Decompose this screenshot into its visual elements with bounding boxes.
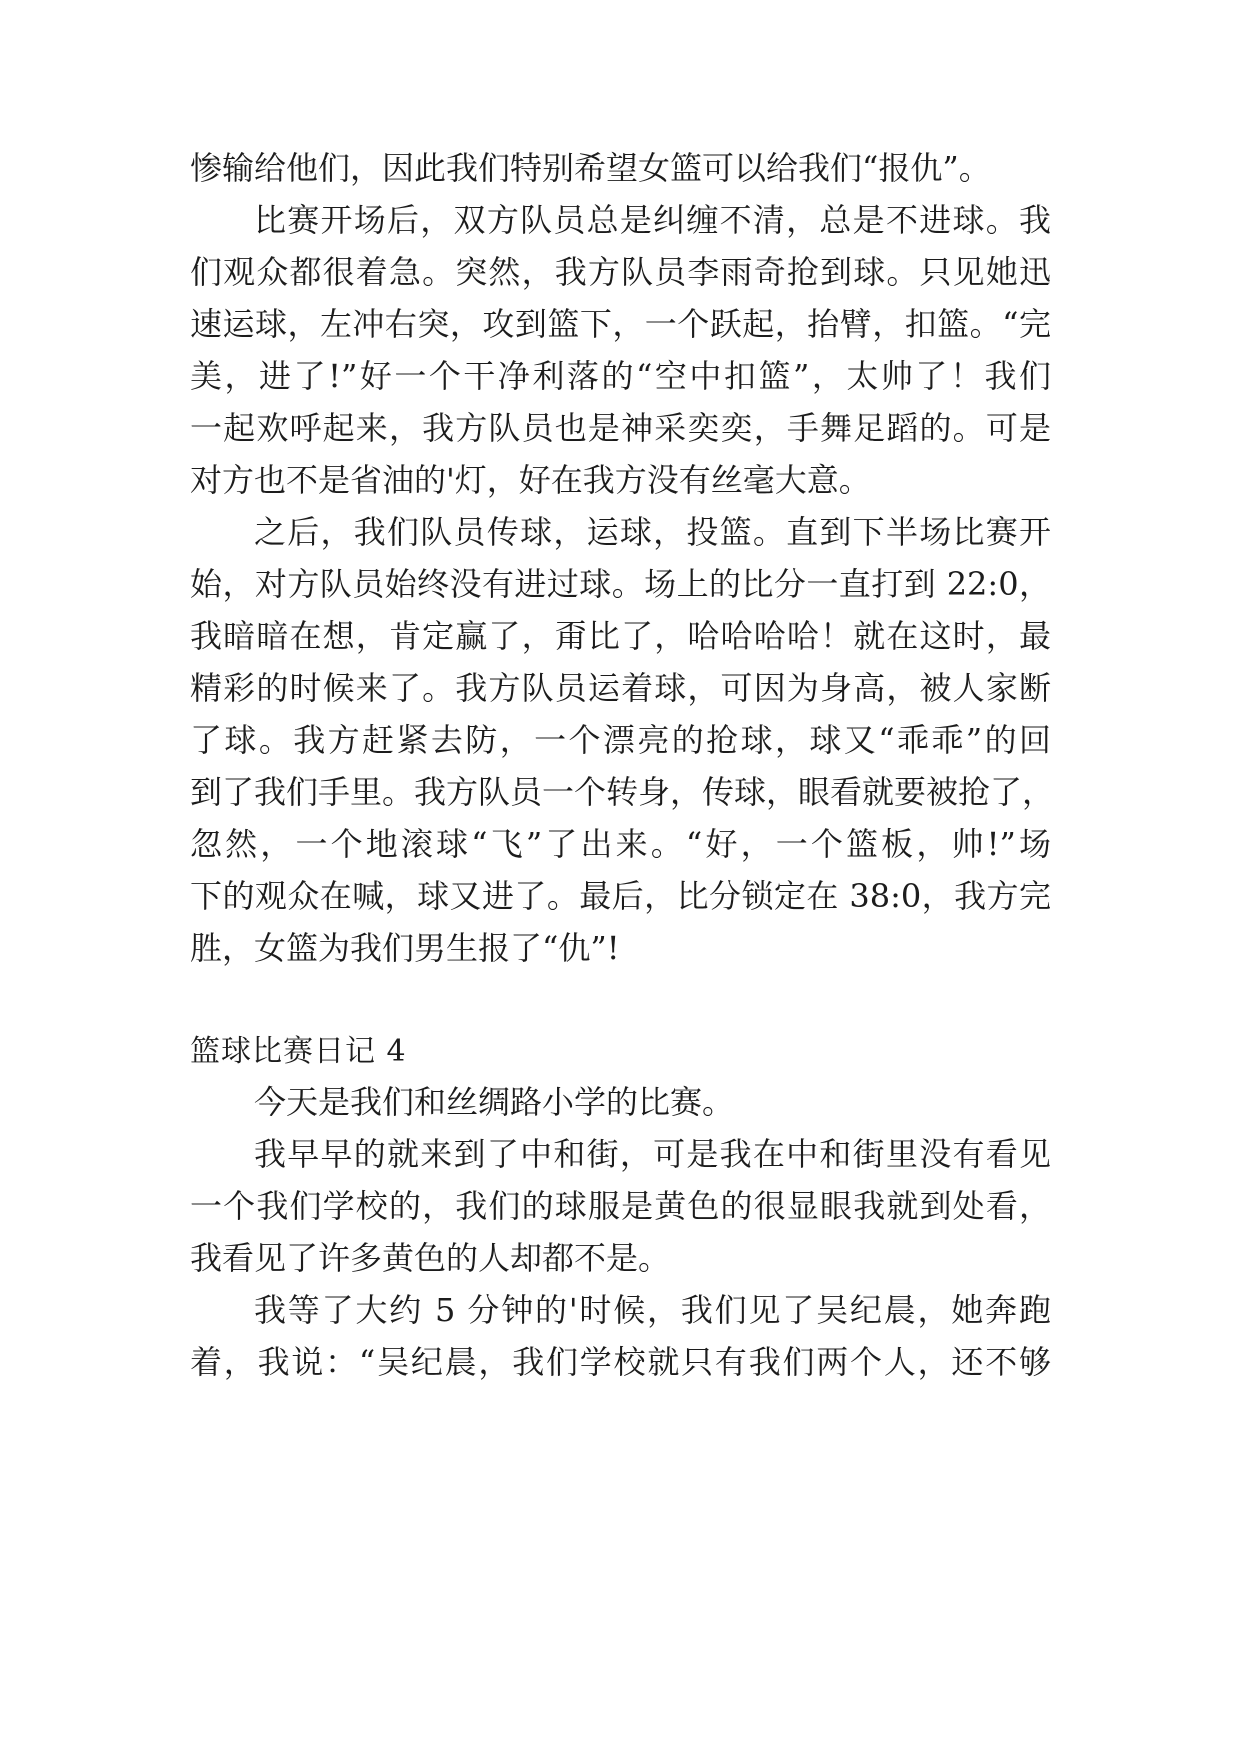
text-line: 惨输给他们，因此我们特别希望女篮可以给我们“报仇”。 [190,149,991,187]
text-line: 胜，女篮为我们男生报了“仇”! [190,929,620,967]
text-line: 一个我们学校的，我们的球服是黄色的很显眼我就到处看， [190,1187,1051,1225]
text-line: 我暗暗在想，肯定赢了，甭比了，哈哈哈哈！就在这时，最 [190,617,1051,655]
text-line: 一起欢呼起来，我方队员也是神采奕奕，手舞足蹈的。可是 [190,409,1051,447]
text-line: 忽然，一个地滚球“飞”了出来。“好，一个篮板，帅!”场 [190,825,1051,863]
text-line: 美，进了!”好一个干净利落的“空中扣篮”，太帅了！我们 [190,357,1051,395]
text-line: 对方也不是省油的'灯，好在我方没有丝毫大意。 [190,461,871,499]
text-line: 了球。我方赶紧去防，一个漂亮的抢球，球又“乖乖”的回 [190,721,1051,759]
text-line: 比赛开场后，双方队员总是纠缠不清，总是不进球。我 [254,201,1051,239]
text-line: 我看见了许多黄色的人却都不是。 [190,1239,671,1277]
text-line: 着，我说：“吴纪晨，我们学校就只有我们两个人，还不够 [190,1343,1051,1381]
text-line: 速运球，左冲右突，攻到篮下，一个跃起，抬臂，扣篮。“完 [190,305,1051,343]
section-title: 篮球比赛日记 4 [190,1034,407,1069]
text-line: 到了我们手里。我方队员一个转身，传球，眼看就要被抢了， [190,773,1055,811]
text-line: 今天是我们和丝绸路小学的比赛。 [254,1083,735,1121]
text-line: 精彩的时候来了。我方队员运着球，可因为身高，被人家断 [190,669,1051,707]
text-line: 们观众都很着急。突然，我方队员李雨奇抢到球。只见她迅 [190,253,1051,291]
text-line: 始，对方队员始终没有进过球。场上的比分一直打到 22:0， [190,565,1051,603]
text-line: 我等了大约 5 分钟的'时候，我们见了吴纪晨，她奔跑 [254,1291,1051,1329]
text-line: 我早早的就来到了中和街，可是我在中和街里没有看见 [254,1135,1051,1173]
text-line: 下的观众在喊，球又进了。最后，比分锁定在 38:0，我方完 [190,877,1051,915]
text-line: 之后，我们队员传球，运球，投篮。直到下半场比赛开 [254,513,1051,551]
